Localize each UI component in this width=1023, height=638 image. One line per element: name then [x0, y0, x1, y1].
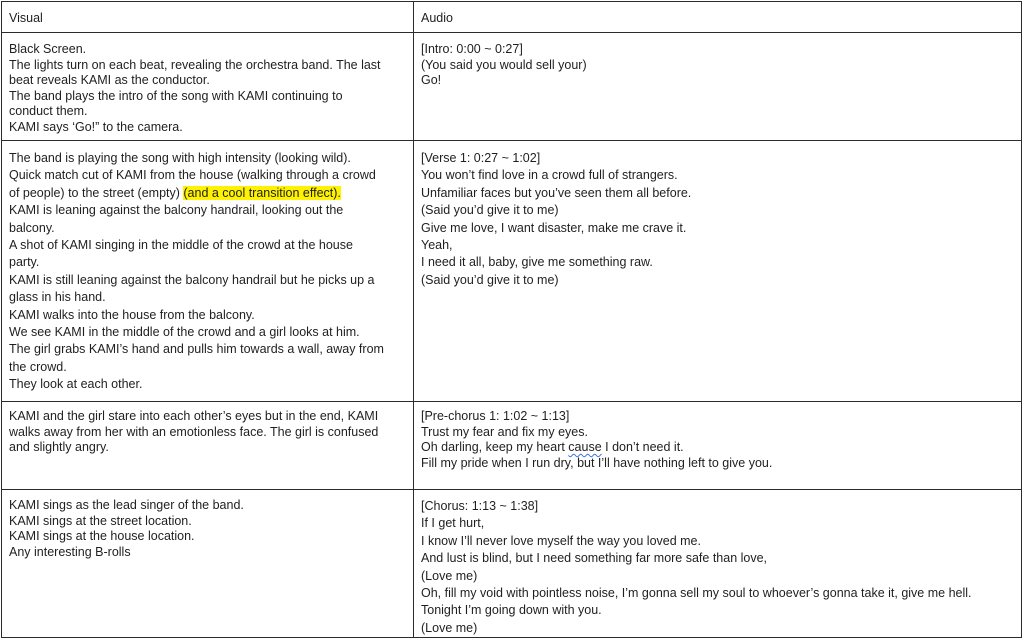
- audio-line: I need it all, baby, give me something raw.: [421, 255, 653, 270]
- visual-line: We see KAMI in the middle of the crowd and a girl looks at him.: [9, 325, 360, 340]
- visual-cell-prechorus[interactable]: [2, 402, 414, 490]
- visual-cell-chorus[interactable]: [2, 490, 414, 638]
- visual-line: The band plays the intro of the song with KAMI continuing to: [9, 88, 343, 103]
- audio-line: [421, 440, 1014, 456]
- script-table: [1, 1, 1022, 638]
- visual-line: glass in his hand.: [9, 290, 106, 305]
- visual-line: They look at each other.: [9, 377, 143, 392]
- audio-line: Give me love, I want disaster, make me crave it.: [421, 220, 687, 235]
- visual-line: Quick match cut of KAMI from the house (walking through a crowd: [9, 168, 376, 183]
- audio-line: (Said you’d give it to me): [421, 203, 559, 218]
- visual-line: Any interesting B-rolls: [9, 544, 131, 559]
- visual-line: and slightly angry.: [9, 440, 109, 454]
- audio-line: (You said you would sell your): [421, 57, 587, 72]
- visual-line: KAMI says ‘Go!” to the camera.: [9, 119, 183, 134]
- visual-line: conduct them.: [9, 104, 88, 118]
- table-row: [2, 33, 1022, 141]
- audio-cell-chorus[interactable]: [414, 490, 1022, 638]
- audio-line: [Pre-chorus 1: 1:02 ~ 1:13]: [421, 409, 570, 423]
- visual-line: KAMI sings at the house location.: [9, 529, 195, 543]
- visual-line: KAMI sings at the street location.: [9, 513, 192, 528]
- visual-line: KAMI and the girl stare into each other’s eyes but in the end, KAMI: [9, 409, 379, 423]
- table-header-row: [2, 2, 1022, 33]
- audio-line: [Verse 1: 0:27 ~ 1:02]: [421, 151, 541, 165]
- visual-line: The band is playing the song with high intensity (looking wild).: [9, 151, 351, 165]
- visual-line: KAMI is leaning against the balcony handrail, looking out the: [9, 203, 344, 218]
- table-row: [2, 490, 1022, 638]
- audio-line: Yeah,: [421, 238, 453, 253]
- audio-line: Tonight I’m going down with you.: [421, 603, 602, 618]
- header-audio[interactable]: Audio: [414, 2, 1022, 33]
- audio-line: If I get hurt,: [421, 516, 485, 531]
- audio-line: Unfamiliar faces but you’ve seen them all before.: [421, 185, 692, 200]
- visual-line-text: of people) to the street (empty): [9, 185, 184, 200]
- visual-line: A shot of KAMI singing in the middle of the crowd at the house: [9, 238, 353, 253]
- audio-line: You won’t find love in a crowd full of strangers.: [421, 168, 678, 183]
- audio-line: Oh, fill my void with pointless noise, I’m gonna sell my soul to whoever’s gonna take it, give me hell.: [421, 586, 972, 601]
- visual-line: The girl grabs KAMI’s hand and pulls him towards a wall, away from: [9, 342, 384, 357]
- audio-line: [Chorus: 1:13 ~ 1:38]: [421, 499, 539, 513]
- spellcheck-word[interactable]: cause: [568, 440, 602, 454]
- audio-line: Trust my fear and fix my eyes.: [421, 424, 588, 439]
- visual-line: [9, 185, 406, 202]
- visual-line: Black Screen.: [9, 42, 87, 56]
- audio-line: (Love me): [421, 568, 478, 583]
- audio-line: [Intro: 0:00 ~ 0:27]: [421, 42, 523, 56]
- audio-line: I know I’ll never love myself the way you loved me.: [421, 533, 701, 548]
- visual-line: KAMI is still leaning against the balcony handrail but he picks up a: [9, 272, 375, 287]
- audio-line: Fill my pride when I run dry, but I’ll have nothing left to give you.: [421, 455, 773, 470]
- visual-line: beat reveals KAMI as the conductor.: [9, 73, 210, 87]
- audio-line-text: Oh darling, keep my heart: [421, 440, 569, 454]
- table-row: [2, 402, 1022, 490]
- visual-line: balcony.: [9, 220, 55, 235]
- audio-line-text: I don’t need it.: [601, 440, 684, 454]
- visual-line: KAMI sings as the lead singer of the band.: [9, 498, 244, 512]
- audio-line: (Said you’d give it to me): [421, 272, 559, 287]
- visual-line: KAMI walks into the house from the balcony.: [9, 307, 255, 322]
- audio-line: (Love me): [421, 620, 478, 635]
- visual-cell-intro[interactable]: [2, 33, 414, 141]
- visual-line: party.: [9, 255, 40, 270]
- audio-cell-verse[interactable]: [414, 141, 1022, 402]
- table-row: [2, 141, 1022, 402]
- audio-cell-intro[interactable]: [414, 33, 1022, 141]
- visual-line: The lights turn on each beat, revealing the orchestra band. The last: [9, 57, 381, 72]
- audio-cell-prechorus[interactable]: [414, 402, 1022, 490]
- highlighted-text: (and a cool transition effect).: [183, 185, 341, 200]
- visual-cell-verse[interactable]: [2, 141, 414, 402]
- audio-line: And lust is blind, but I need something far more safe than love,: [421, 551, 768, 566]
- visual-line: the crowd.: [9, 359, 67, 374]
- audio-line: Go!: [421, 73, 442, 87]
- header-visual[interactable]: Visual: [2, 2, 414, 33]
- visual-line: walks away from her with an emotionless face. The girl is confused: [9, 424, 379, 439]
